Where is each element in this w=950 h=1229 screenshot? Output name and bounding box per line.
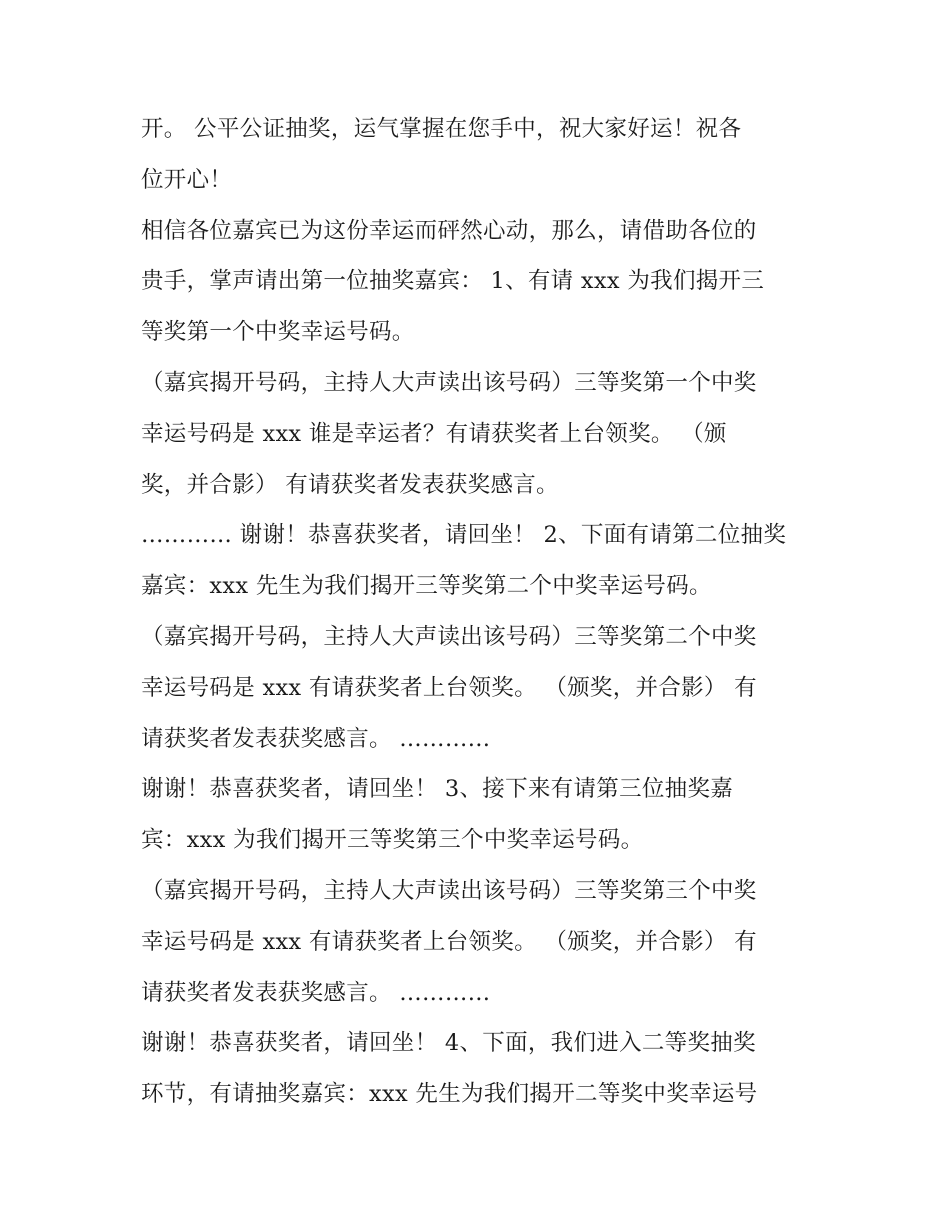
text-line: ………… 谢谢！恭喜获奖者，请回坐！ 2、下面有请第二位抽奖 bbox=[141, 522, 787, 549]
text-line: 贵手，掌声请出第一位抽奖嘉宾： 1、有请 xxx 为我们揭开三 bbox=[141, 268, 765, 295]
text-line: （嘉宾揭开号码，主持人大声读出该号码）三等奖第二个中奖 bbox=[141, 623, 757, 650]
text-line: 请获奖者发表获奖感言。 ………… bbox=[141, 725, 491, 752]
text-line: 等奖第一个中奖幸运号码。 bbox=[141, 319, 415, 346]
text-line: 相信各位嘉宾已为这份幸运而砰然心动，那么，请借助各位的 bbox=[141, 217, 757, 244]
text-line: 开。 公平公证抽奖，运气掌握在您手中，祝大家好运！祝各 bbox=[141, 116, 742, 142]
text-line: 幸运号码是 xxx 谁是幸运者？有请获奖者上台领奖。 （颁 bbox=[141, 420, 727, 447]
text-line: 幸运号码是 xxx 有请获奖者上台领奖。 （颁奖，并合影） 有 bbox=[141, 674, 757, 701]
text-line: 位开心！ bbox=[141, 166, 233, 193]
text-line: 奖，并合影） 有请获奖者发表获奖感言。 bbox=[141, 471, 559, 498]
text-line: 谢谢！恭喜获奖者，请回坐！ 4、下面，我们进入二等奖抽奖 bbox=[141, 1030, 756, 1057]
document-body bbox=[141, 104, 821, 1120]
text-line: （嘉宾揭开号码，主持人大声读出该号码）三等奖第一个中奖 bbox=[141, 369, 757, 396]
text-line: （嘉宾揭开号码，主持人大声读出该号码）三等奖第三个中奖 bbox=[141, 877, 757, 904]
text-line: 幸运号码是 xxx 有请获奖者上台领奖。 （颁奖，并合影） 有 bbox=[141, 928, 757, 955]
text-line: 宾：xxx 为我们揭开三等奖第三个中奖幸运号码。 bbox=[141, 827, 644, 854]
text-line: 谢谢！恭喜获奖者，请回坐！ 3、接下来有请第三位抽奖嘉 bbox=[141, 776, 734, 803]
text-line: 请获奖者发表获奖感言。 ………… bbox=[141, 979, 491, 1006]
text-line: 环节，有请抽奖嘉宾：xxx 先生为我们揭开二等奖中奖幸运号 bbox=[141, 1081, 758, 1108]
text-line: 嘉宾：xxx 先生为我们揭开三等奖第二个中奖幸运号码。 bbox=[141, 573, 712, 600]
